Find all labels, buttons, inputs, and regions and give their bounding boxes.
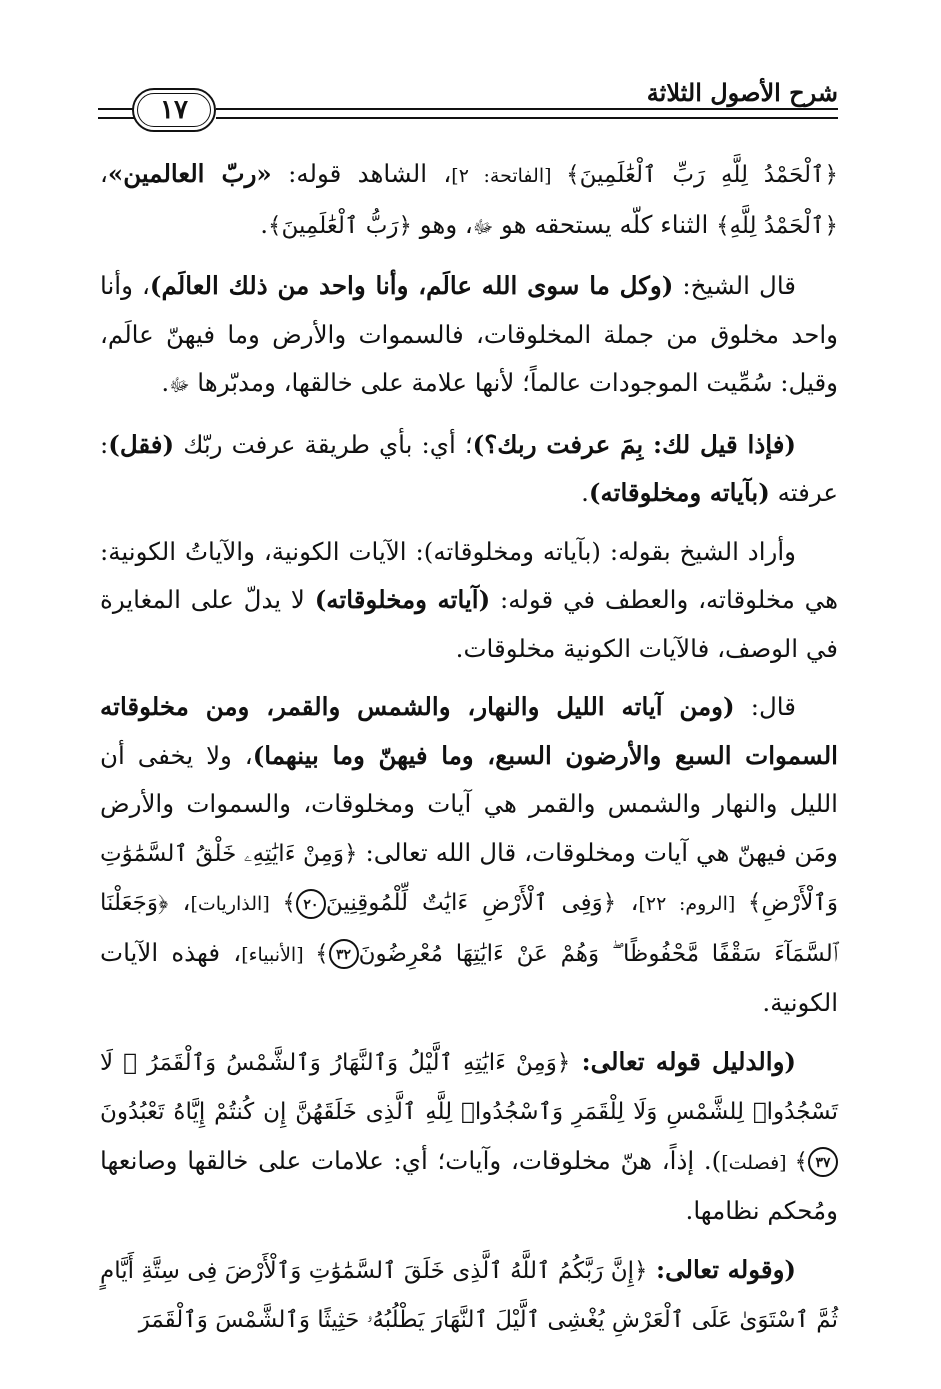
quran-verse: ﴿وَفِى ٱلْأَرْضِ ءَايَٰتٌ لِّلْمُوقِنِينَ xyxy=(325,890,617,916)
commentary-text: وأراد الشيخ بقوله: (بآياته ومخلوقاته): الآيات الكونية، والآياتُ الكونية: هي مخلوقاته، والعطف في قوله: xyxy=(100,536,839,614)
ayah-number-marker: ٣٢ xyxy=(329,939,359,969)
quran-verse: ﴿ٱلْحَمْدُ لِلَّهِ رَبِّ ٱلْعَٰلَمِينَ﴾ xyxy=(566,162,838,188)
paragraph xyxy=(100,683,838,1028)
paragraph xyxy=(100,262,838,411)
commentary-text: ، الشاهد قوله: xyxy=(271,159,452,188)
paragraph xyxy=(100,1038,838,1236)
quran-verse: ﴾ xyxy=(315,940,329,967)
header-rule-left xyxy=(98,108,134,119)
surah-reference: [الفاتحة: ٢] xyxy=(451,165,567,187)
commentary-text: الثناء كلّه يستحقه هو xyxy=(493,209,717,239)
honorific-glyph: ﷻ xyxy=(169,375,190,396)
bold-matn-text: (والدليل قوله تعالى: xyxy=(570,1046,797,1076)
surah-reference: [الذاريات] xyxy=(190,893,283,915)
bold-matn-text: «ربّ العالمين» xyxy=(107,159,272,188)
ayah-number-marker: ٣٧ xyxy=(808,1147,838,1177)
bold-matn-text: (وكل ما سوى الله عالَم، وأنا واحد من ذلك العالَم) xyxy=(149,271,674,300)
bold-matn-text: (ومن آياته الليل والنهار، والشمس والقمر، ومن مخلوقاته السموات السبع والأرضون السبع، وما فيهنّ وما بينهما) xyxy=(100,692,838,770)
commentary-text: . xyxy=(161,368,170,397)
page-header xyxy=(98,78,838,128)
quran-verse: ﴿وَمِنْ ءَايَٰتِهِۦ خَلْقُ ٱلسَّمَٰوَٰتِ وَٱلْأَرْضِ﴾ xyxy=(100,840,838,916)
commentary-text: . xyxy=(260,209,268,239)
running-title: شرح الأصول الثلاثة xyxy=(646,78,838,107)
surah-reference: [فصلت] xyxy=(721,1151,795,1174)
quran-verse: ﴾ xyxy=(282,890,296,916)
commentary-text: قال: xyxy=(734,692,796,721)
commentary-text: ، xyxy=(616,887,639,916)
commentary-text: لا يدلّ على المغايرة في الوصف، فالآيات الكونية مخلوقات. xyxy=(100,585,838,663)
commentary-text: . xyxy=(581,478,589,507)
ayah-number-marker: ٢٠ xyxy=(296,889,326,919)
commentary-text: قال الشيخ: xyxy=(673,271,796,300)
page-number-badge xyxy=(132,88,216,132)
quran-verse: ﴿وَمِنْ ءَايَٰتِهِ ٱلَّيْلُ وَٱلنَّهَارُ وَٱلشَّمْسُ وَٱلْقَمَرُ ۚ لَا تَسْجُدُوا۟ لِلشَّمْسِ وَلَا لِلْقَمَرِ وَٱسْجُدُوا۟ لِلَّهِ ٱلَّذِى خَلَقَهُنَّ إِن كُنتُمْ إِيَّاهُ تَعْبُدُونَ xyxy=(100,1049,838,1125)
quran-verse: ﴾ xyxy=(794,1148,808,1175)
commentary-text: ، xyxy=(168,887,191,916)
commentary-text: ، فهذه الآيات الكونية. xyxy=(100,937,838,1017)
body-text xyxy=(100,150,838,1355)
page-number: ١٧ xyxy=(160,95,188,125)
paragraph xyxy=(100,1246,838,1345)
bold-matn-text: (فقل) xyxy=(108,429,175,459)
paragraph xyxy=(100,150,838,252)
honorific-glyph: ﷻ xyxy=(472,216,494,238)
bold-matn-text: (وقوله تعالى: xyxy=(647,1254,796,1284)
quran-verse: ﴿رَبُّ ٱلْعَٰلَمِينَ﴾ xyxy=(267,212,412,239)
commentary-text: ، ولا يخفى أن الليل والنهار والشمس والقمر هي آيات ومخلوقات، والسموات والأرض ومَن فيهنّ هي آيات ومخلوقات، قال الله تعالى: xyxy=(100,740,839,867)
paragraph xyxy=(100,421,838,518)
bold-matn-text: (آياته ومخلوقاته) xyxy=(314,585,491,614)
commentary-text: ). إذاً، هنّ مخلوقات، وآيات؛ أي: علامات على خالقها وصانعها ومُحكم نظامها. xyxy=(100,1145,838,1225)
bold-matn-text: (بآياته ومخلوقاته) xyxy=(588,478,770,507)
commentary-text: : عرفته xyxy=(100,429,838,507)
surah-reference: [الأنبياء] xyxy=(241,943,316,966)
commentary-text: ، xyxy=(100,159,108,188)
surah-reference: [الروم: ٢٢] xyxy=(638,893,748,915)
quran-verse: ﴿وَجَعَلْنَا ٱلسَّمَآءَ سَقْفًا مَّحْفُوظًا ۖ وَهُمْ عَنْ ءَايَٰتِهَا مُعْرِضُونَ xyxy=(100,890,838,967)
commentary-text: ، وهو xyxy=(411,209,473,239)
commentary-text: ؛ أي: بأي طريقة عرفت ربّك xyxy=(174,429,473,459)
bold-matn-text: (فإذا قيل لك: بِمَ عرفت ربك؟) xyxy=(472,429,796,459)
quran-verse: ﴿ٱلْحَمْدُ لِلَّهِ﴾ xyxy=(716,212,838,239)
paragraph xyxy=(100,528,838,674)
commentary-text: ، وأنا واحد مخلوق من جملة المخلوقات، فالسموات والأرض وما فيهنّ عالَم، وقيل: سُمِّيت الموجودات عالماً؛ لأنها علامة على خالقها، ومدبّرها xyxy=(100,271,838,397)
quran-verse: ﴿إِنَّ رَبَّكُمُ ٱللَّهُ ٱلَّذِى خَلَقَ ٱلسَّمَٰوَٰتِ وَٱلْأَرْضَ فِى سِتَّةِ أَيَّامٍ ثُمَّ ٱسْتَوَىٰ عَلَى ٱلْعَرْشِ يُغْشِى ٱلَّيْلَ ٱلنَّهَارَ يَطْلُبُهُۥ حَثِيثًا وَٱلشَّمْسَ وَٱلْقَمَرَ xyxy=(100,1257,838,1333)
header-rule-right xyxy=(216,108,838,119)
